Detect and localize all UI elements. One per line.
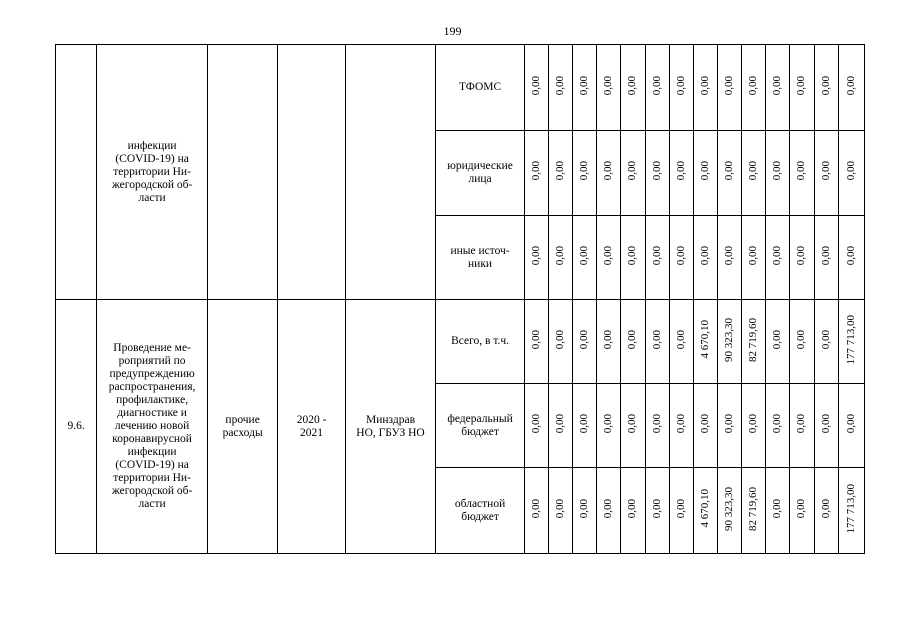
value-cell: [621, 468, 645, 554]
value-cell: [717, 384, 741, 468]
expense-type-cell: [207, 300, 277, 554]
value-cell: [548, 131, 572, 216]
value-cell: [838, 384, 864, 468]
value-cell: [693, 216, 717, 300]
value-cell: [645, 45, 669, 131]
text-line: иные источ-: [450, 244, 510, 257]
value-text: 0,00: [698, 245, 711, 266]
value-cell: [524, 131, 548, 216]
item-number: 9.6.: [67, 420, 85, 432]
value-text: 82 719,60: [747, 486, 760, 531]
value-text: 0,00: [578, 161, 591, 181]
text-line: роприятий по: [118, 355, 186, 367]
value-cell: [766, 300, 790, 384]
value-cell: [669, 45, 693, 131]
text-line: прочие: [225, 413, 260, 426]
value-cell: [693, 300, 717, 384]
value-cell: [645, 384, 669, 468]
text-line: территории Ни-: [113, 165, 191, 178]
value-text: 0,00: [723, 75, 736, 96]
value-text: 0,00: [650, 413, 663, 434]
value-text: 0,00: [554, 413, 567, 434]
value-cell: [548, 468, 572, 554]
value-text: 0,00: [554, 498, 567, 519]
text-line: инфекции: [127, 446, 177, 458]
text-line: Всего, в т.ч.: [451, 335, 510, 347]
value-cell: [548, 384, 572, 468]
funding-source-cell: [436, 300, 525, 384]
value-cell: [766, 216, 790, 300]
value-text: 0,00: [819, 498, 832, 519]
value-cell: [790, 468, 814, 554]
funding-source-cell: [436, 216, 525, 300]
value-cell: [597, 45, 621, 131]
text-line: лечению новой: [114, 420, 190, 432]
value-cell: [814, 384, 838, 468]
value-text: 0,00: [626, 245, 639, 266]
value-text: 0,00: [747, 161, 760, 181]
text-line: НО, ГБУЗ НО: [356, 426, 425, 439]
value-text: 0,00: [650, 75, 663, 96]
value-text: 0,00: [819, 413, 832, 434]
text-line: 2021: [300, 426, 324, 439]
text-line: ТФОМС: [458, 81, 502, 93]
text-line: коронавирусной: [112, 433, 192, 445]
value-text: 0,00: [795, 75, 808, 96]
value-cell: [597, 468, 621, 554]
executor-cell: [345, 300, 436, 554]
value-text: 0,00: [795, 161, 808, 181]
value-text: 0,00: [698, 161, 711, 181]
value-cell: [717, 131, 741, 216]
value-text: 0,00: [795, 498, 808, 519]
value-text: 0,00: [529, 161, 542, 181]
text-line: жегородской об-: [111, 485, 193, 497]
value-text: 0,00: [602, 329, 615, 350]
period-cell: [278, 45, 345, 300]
funding-source-cell: [436, 384, 525, 468]
value-cell: [814, 468, 838, 554]
value-cell: [573, 45, 597, 131]
value-text: 0,00: [554, 329, 567, 350]
value-cell: [742, 384, 766, 468]
value-cell: [814, 131, 838, 216]
value-text: 0,00: [650, 245, 663, 266]
text-line: предупреждению: [109, 368, 195, 380]
text-line: (COVID-19) на: [115, 152, 189, 165]
value-text: 0,00: [844, 161, 857, 181]
text-line: областной: [454, 497, 506, 510]
value-cell: [814, 216, 838, 300]
value-cell: [645, 216, 669, 300]
text-line: ласти: [138, 191, 166, 204]
value-cell: [766, 131, 790, 216]
value-cell: [621, 45, 645, 131]
value-cell: [573, 216, 597, 300]
value-cell: [573, 384, 597, 468]
value-text: 0,00: [674, 75, 687, 96]
value-text: 0,00: [554, 75, 567, 96]
funding-source-cell: [436, 131, 525, 216]
value-text: 0,00: [674, 329, 687, 350]
value-cell: [790, 300, 814, 384]
item-number-cell: [56, 300, 97, 554]
value-text: 0,00: [626, 161, 639, 181]
value-cell: [621, 300, 645, 384]
value-text: 0,00: [674, 413, 687, 434]
value-text: 0,00: [771, 161, 784, 181]
value-text: 0,00: [698, 75, 711, 96]
value-cell: [548, 45, 572, 131]
value-text: 0,00: [771, 498, 784, 519]
value-cell: [669, 468, 693, 554]
value-text: 90 323,30: [723, 317, 736, 362]
value-cell: [645, 468, 669, 554]
value-cell: [790, 384, 814, 468]
value-text: 0,00: [844, 245, 857, 266]
value-cell: [548, 300, 572, 384]
value-cell: [645, 131, 669, 216]
value-text: 0,00: [795, 413, 808, 434]
value-cell: [573, 131, 597, 216]
text-line: юридические: [447, 160, 513, 172]
value-text: 0,00: [674, 161, 687, 181]
value-text: 0,00: [747, 413, 760, 434]
value-text: 0,00: [529, 413, 542, 434]
value-cell: [838, 300, 864, 384]
value-text: 0,00: [771, 329, 784, 350]
value-cell: [790, 45, 814, 131]
value-text: 0,00: [602, 413, 615, 434]
value-text: 0,00: [578, 75, 591, 96]
text-line: лица: [468, 173, 492, 185]
value-cell: [524, 300, 548, 384]
value-text: 0,00: [723, 245, 736, 266]
value-cell: [717, 216, 741, 300]
value-text: 177 713,00: [844, 483, 857, 534]
value-text: 0,00: [747, 245, 760, 266]
value-text: 0,00: [578, 498, 591, 519]
value-text: 0,00: [819, 75, 832, 96]
value-text: 0,00: [819, 245, 832, 266]
value-cell: [524, 216, 548, 300]
value-text: 82 719,60: [747, 317, 760, 362]
value-cell: [669, 216, 693, 300]
text-line: ласти: [138, 498, 166, 510]
measure-name-cell: [97, 45, 208, 300]
text-line: расходы: [222, 426, 263, 439]
value-cell: [573, 300, 597, 384]
value-text: 0,00: [626, 329, 639, 350]
value-text: 0,00: [578, 245, 591, 266]
value-cell: [597, 216, 621, 300]
value-text: 0,00: [771, 75, 784, 96]
value-cell: [838, 131, 864, 216]
text-line: бюджет: [461, 510, 499, 523]
value-cell: [742, 300, 766, 384]
text-line: (COVID-19) на: [115, 459, 189, 471]
value-cell: [597, 300, 621, 384]
text-line: диагностике и: [117, 407, 187, 419]
value-text: 0,00: [602, 161, 615, 181]
value-text: 0,00: [819, 161, 832, 181]
funding-source-cell: [436, 45, 525, 131]
text-line: распространения,: [108, 381, 196, 393]
value-text: 0,00: [602, 498, 615, 519]
value-cell: [548, 216, 572, 300]
value-cell: [669, 384, 693, 468]
value-text: 0,00: [578, 413, 591, 434]
value-text: 0,00: [819, 329, 832, 350]
value-text: 0,00: [529, 329, 542, 350]
text-line: жегородской об-: [111, 178, 193, 191]
value-text: 0,00: [626, 75, 639, 96]
value-text: 0,00: [723, 413, 736, 434]
expense-type-cell: [207, 45, 277, 300]
value-text: 0,00: [602, 245, 615, 266]
value-cell: [693, 131, 717, 216]
value-cell: [814, 300, 838, 384]
value-cell: [524, 384, 548, 468]
value-cell: [742, 131, 766, 216]
value-cell: [790, 131, 814, 216]
value-cell: [669, 131, 693, 216]
value-text: 0,00: [650, 161, 663, 181]
value-cell: [838, 468, 864, 554]
value-cell: [693, 468, 717, 554]
value-text: 0,00: [650, 329, 663, 350]
value-text: 0,00: [747, 75, 760, 96]
program-table: [55, 44, 865, 554]
value-text: 0,00: [578, 329, 591, 350]
text-line: 2020 -: [296, 413, 327, 426]
text-line: инфекции: [127, 139, 177, 152]
value-text: 0,00: [795, 245, 808, 266]
value-text: 0,00: [674, 498, 687, 519]
value-text: 0,00: [554, 161, 567, 181]
value-cell: [621, 131, 645, 216]
text-line: профилактике,: [116, 394, 189, 406]
item-number-cell: [56, 45, 97, 300]
value-text: 0,00: [626, 413, 639, 434]
value-cell: [524, 45, 548, 131]
value-cell: [645, 300, 669, 384]
value-cell: [766, 45, 790, 131]
value-cell: [597, 131, 621, 216]
value-text: 0,00: [844, 413, 857, 434]
value-text: 90 323,30: [723, 486, 736, 531]
value-text: 0,00: [650, 498, 663, 519]
text-line: бюджет: [461, 425, 499, 438]
value-cell: [669, 300, 693, 384]
value-text: 0,00: [771, 245, 784, 266]
value-cell: [573, 468, 597, 554]
text-line: ники: [468, 257, 493, 270]
measure-name-cell: [97, 300, 208, 554]
value-text: 0,00: [554, 245, 567, 266]
value-text: 0,00: [529, 498, 542, 519]
funding-source-cell: [436, 468, 525, 554]
value-cell: [790, 216, 814, 300]
value-text: 177 713,00: [844, 314, 857, 365]
value-cell: [693, 45, 717, 131]
page-number: 199: [443, 24, 462, 38]
value-cell: [717, 468, 741, 554]
value-cell: [742, 45, 766, 131]
text-line: Проведение ме-: [113, 342, 191, 354]
value-text: 0,00: [844, 75, 857, 96]
value-text: 0,00: [795, 329, 808, 350]
value-cell: [766, 468, 790, 554]
period-cell: [278, 300, 345, 554]
value-text: 0,00: [626, 498, 639, 519]
value-text: 0,00: [698, 413, 711, 434]
value-cell: [524, 468, 548, 554]
text-line: Минздрав: [366, 413, 416, 426]
executor-cell: [345, 45, 436, 300]
value-cell: [766, 384, 790, 468]
value-cell: [717, 300, 741, 384]
value-cell: [742, 216, 766, 300]
value-cell: [597, 384, 621, 468]
value-text: 0,00: [529, 245, 542, 266]
value-text: 0,00: [529, 75, 542, 96]
value-text: 0,00: [723, 161, 736, 181]
text-line: федеральный: [447, 412, 513, 425]
value-cell: [814, 45, 838, 131]
value-cell: [742, 468, 766, 554]
value-cell: [621, 384, 645, 468]
text-line: территории Ни-: [113, 472, 191, 484]
value-cell: [693, 384, 717, 468]
value-text: 0,00: [602, 75, 615, 96]
table-row: [56, 300, 865, 384]
value-text: 4 670,10: [698, 489, 711, 528]
value-cell: [621, 216, 645, 300]
value-text: 4 670,10: [698, 320, 711, 359]
value-cell: [838, 45, 864, 131]
value-text: 0,00: [674, 245, 687, 266]
value-cell: [838, 216, 864, 300]
value-cell: [717, 45, 741, 131]
value-text: 0,00: [771, 413, 784, 434]
table-row: [56, 45, 865, 131]
